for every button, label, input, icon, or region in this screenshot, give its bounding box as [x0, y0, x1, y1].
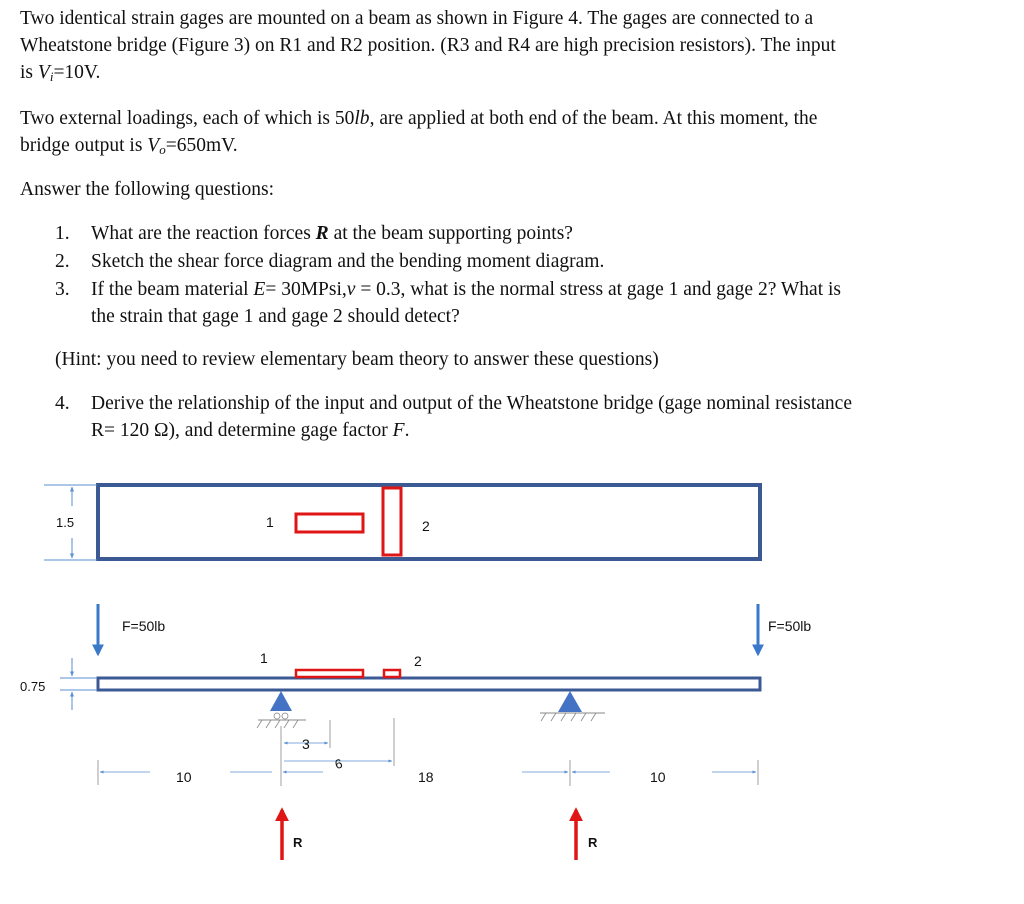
q4-number: 4.: [55, 393, 70, 414]
roller-left-2: [282, 713, 288, 719]
height-label: 1.5: [56, 515, 75, 530]
q1-text: What are the reaction forces R at the beam supporting points?: [91, 223, 573, 244]
gage-1-label-top: 1: [266, 514, 274, 530]
hint-text: (Hint: you need to review elementary beam theory to answer these questions): [55, 349, 659, 370]
beam-side-view: [98, 678, 760, 690]
beam-figure: [0, 470, 1024, 890]
loading-paragraph: [20, 105, 817, 163]
side-view: [20, 604, 811, 860]
loading-line-2: bridge output is Vo=650mV.: [20, 135, 238, 157]
force-right-label: F=50lb: [768, 618, 812, 634]
thickness-label: 0.75: [20, 679, 46, 694]
q4-text: Derive the relationship of the input and output of the Wheatstone bridge (gage nominal resistance R= 120 Ω), and determine gage factor F.: [91, 393, 852, 441]
roller-left-1: [274, 713, 280, 719]
gage-1-side: [296, 670, 363, 677]
answer-prompt: Answer the following questions:: [20, 179, 275, 200]
span-label: 18: [418, 769, 434, 785]
q1-number: 1.: [55, 223, 70, 244]
force-left-label: F=50lb: [122, 618, 166, 634]
intro-paragraph: [20, 5, 836, 90]
intro-line-3: is Vi=10V.: [20, 62, 101, 84]
q3-number: 3.: [55, 279, 70, 300]
ground-left-hatch: [257, 720, 298, 728]
gage1-offset-label: 3: [302, 736, 310, 752]
gage-1-top: [296, 514, 363, 532]
q2-text: Sketch the shear force diagram and the bending moment diagram.: [91, 251, 605, 272]
q3-text: If the beam material E= 30MPsi,v = 0.3, what is the normal stress at gage 1 and gage 2? What is the strain that gage 1 and gage 2 should detect?: [91, 279, 841, 327]
q2-number: 2.: [55, 251, 70, 272]
gage-2-label-side: 2: [414, 653, 422, 669]
top-view: [44, 485, 760, 560]
right-overhang-label: 10: [650, 769, 666, 785]
left-overhang-label: 10: [176, 769, 192, 785]
loading-line-1: Two external loadings, each of which is 50lb, are applied at both end of the beam. At this moment, the: [20, 108, 818, 129]
support-left: [270, 691, 292, 711]
reaction-right-label: R: [588, 835, 598, 850]
gage-1-label-side: 1: [260, 650, 268, 666]
reaction-left-label: R: [293, 835, 303, 850]
intro-line-2: Wheatstone bridge (Figure 3) on R1 and R2 position. (R3 and R4 are high precision resistors). The input: [20, 35, 836, 56]
gage-2-label-top: 2: [422, 518, 430, 534]
ground-right-hatch: [541, 713, 596, 721]
support-right: [558, 691, 582, 712]
gage-2-top: [383, 488, 401, 555]
gage-2-side: [384, 670, 400, 677]
gage2-offset-label: 6: [333, 755, 344, 773]
intro-line-1: Two identical strain gages are mounted on a beam as shown in Figure 4. The gages are connected to a: [20, 8, 814, 29]
